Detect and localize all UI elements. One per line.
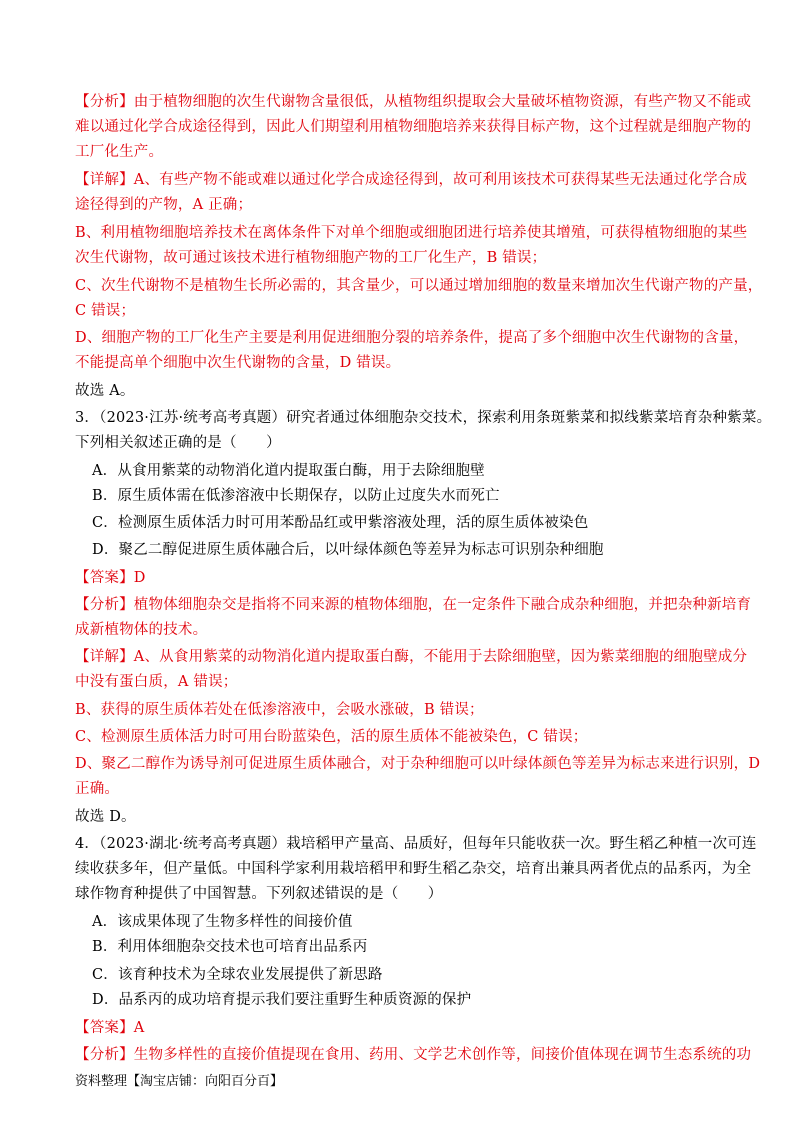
text-line-q3C: C．检测原生质体活力时可用苯酚品红或甲紫溶液处理，活的原生质体被染色	[92, 515, 589, 531]
text-line-c2: 【分析】生物多样性的直接价值提现在食用、药用、文学艺术创作等，间接价值体现在调节生态系统的功	[75, 1047, 752, 1063]
text-line-q3b: 下列相关叙述正确的是（ ）	[75, 435, 281, 451]
text-line-b2: 【分析】植物体细胞杂交是指将不同来源的植物体细胞，在一定条件下融合成杂种细胞，并把杂种新培育	[75, 597, 752, 613]
text-line-q3A: A．从食用紫菜的动物消化道内提取蛋白酶，用于去除细胞壁	[92, 463, 485, 479]
text-line-a4: 【详解】A、有些产物不能或难以通过化学合成途径得到，故可利用该技术可获得某些无法通过化学合成	[75, 172, 748, 188]
text-line-q3D: D．聚乙二醇促进原生质体融合后，以叶绿体颜色等差异为标志可识别杂种细胞	[92, 542, 604, 558]
text-line-b9: 正确。	[75, 781, 120, 797]
text-line-b4: 【详解】A、从食用紫菜的动物消化道内提取蛋白酶，不能用于去除细胞壁，因为紫菜细胞的细胞壁成分	[75, 649, 748, 665]
text-line-q4a: 4．（2023·湖北·统考高考真题）栽培稻甲产量高、品质好，但每年只能收获一次。野生稻乙种植一次可连	[75, 836, 757, 852]
text-line-q4A: A．该成果体现了生物多样性的间接价值	[92, 914, 353, 930]
text-line-b5: 中没有蛋白质，A 错误；	[75, 674, 238, 690]
text-line-q4D: D．品系丙的成功培育提示我们要注重野生种质资源的保护	[92, 992, 472, 1008]
text-line-a6: B、利用植物细胞培养技术在离体条件下对单个细胞或细胞团进行培养使其增殖，可获得植物细胞的某些	[75, 225, 748, 241]
text-line-b10: 故选 D。	[75, 809, 136, 825]
text-line-c1: 【答案】A	[75, 1020, 145, 1036]
text-line-a9: C 错误；	[75, 303, 136, 319]
text-line-a8: C、次生代谢物不是植物生长所必需的，其含量少，可以通过增加细胞的数量来增加次生代谢产物的产量，	[75, 278, 763, 294]
text-line-a5: 途径得到的产物，A 正确；	[75, 197, 253, 213]
text-line-a1: 【分析】由于植物细胞的次生代谢物含量很低，从植物组织提取会大量破坏植物资源，有些产物又不能或	[75, 94, 752, 110]
text-line-a11: 不能提高单个细胞中次生代谢物的含量，D 错误。	[75, 355, 401, 371]
text-line-a2: 难以通过化学合成途径得到，因此人们期望利用植物细胞培养来获得目标产物，这个过程就是细胞产物的	[75, 119, 752, 135]
text-line-b7: C、检测原生质体活力时可用台盼蓝染色，活的原生质体不能被染色，C 错误；	[75, 729, 588, 745]
text-line-a3: 工厂化生产。	[75, 144, 164, 160]
text-line-q3B: B．原生质体需在低渗溶液中长期保存，以防止过度失水而死亡	[92, 488, 500, 504]
text-line-q4B: B．利用体细胞杂交技术也可培育出品系丙	[92, 939, 368, 955]
text-line-a7: 次生代谢物，故可通过该技术进行植物细胞产物的工厂化生产，B 错误；	[75, 250, 547, 266]
text-line-q4c: 球作物育种提供了中国智慧。下列叙述错误的是（ ）	[75, 886, 443, 902]
text-line-b1: 【答案】D	[75, 570, 146, 586]
text-line-b3: 成新植物体的技术。	[75, 622, 208, 638]
text-line-q4C: C．该育种技术为全球农业发展提供了新思路	[92, 967, 383, 983]
text-line-b8: D、聚乙二醇作为诱导剂可促进原生质体融合，对于杂种细胞可以叶绿体颜色等差异为标志来进行识别，D	[75, 756, 761, 772]
text-line-a12: 故选 A。	[75, 383, 135, 399]
text-line-a10: D、细胞产物的工厂化生产主要是利用促进细胞分裂的培养条件，提高了多个细胞中次生代谢物的含量，	[75, 330, 749, 346]
text-line-q4b: 续收获多年，但产量低。中国科学家利用栽培稻甲和野生稻乙杂交，培育出兼具两者优点的品系丙，为全	[75, 861, 752, 877]
text-line-b6: B、获得的原生质体若处在低渗溶液中，会吸水涨破，B 错误；	[75, 702, 484, 718]
text-line-q3a: 3．（2023·江苏·统考高考真题）研究者通过体细胞杂交技术，探索利用条斑紫菜和拟线紫菜培育杂种紫菜。	[75, 410, 772, 426]
footer-note: 资料整理【淘宝店铺：向阳百分百】	[75, 1074, 284, 1089]
